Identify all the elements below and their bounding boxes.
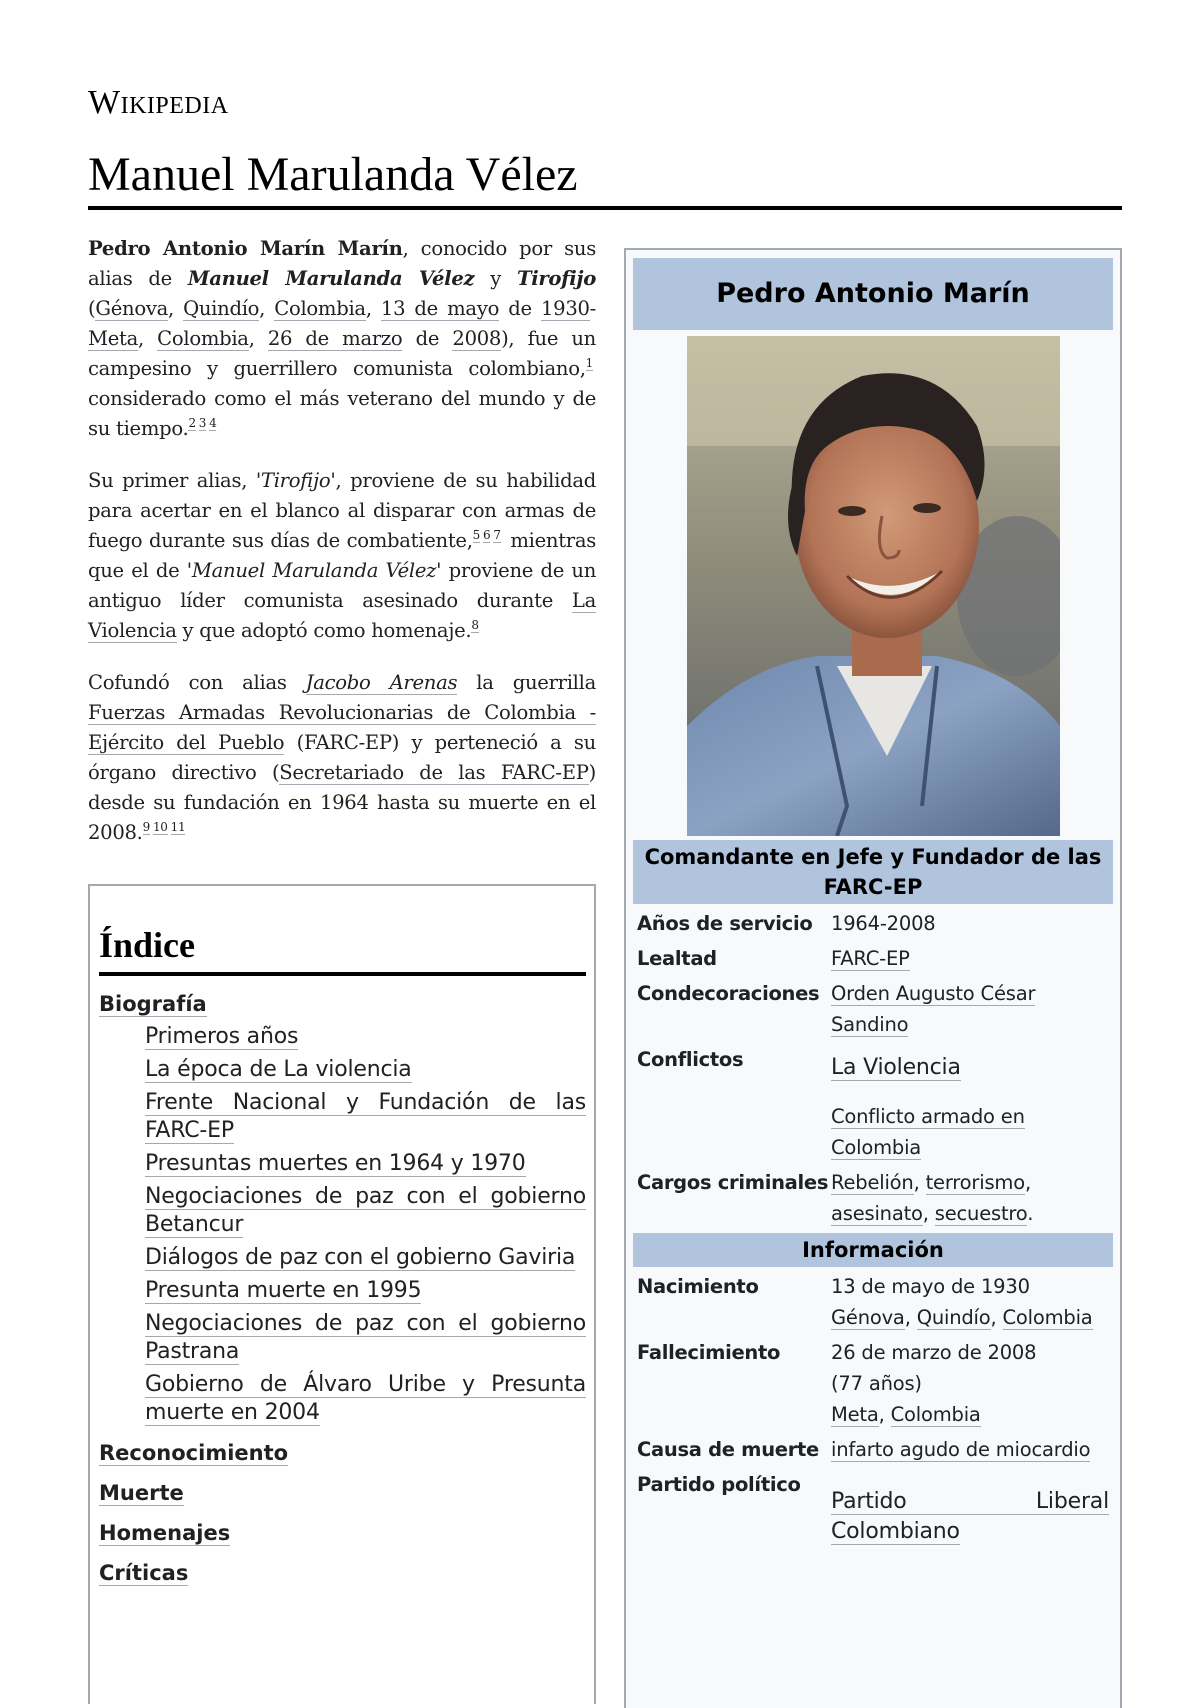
wikipedia-logo[interactable]: Wikipedia (88, 84, 229, 121)
toc-link-gobierno-uribe[interactable]: Gobierno de Álvaro Uribe y Presunta muerte en 2004 (145, 1372, 586, 1425)
reference-5[interactable]: 5 (472, 528, 480, 543)
value-fallecimiento (831, 1337, 1113, 1430)
text: mientras que el de ' (88, 529, 596, 582)
row-condecoraciones (633, 978, 1113, 1040)
toc-link-muerte[interactable]: Muerte (99, 1481, 184, 1505)
row-causa-muerte (633, 1434, 1113, 1465)
toc-item-muerte (99, 1479, 586, 1507)
link-13-mayo[interactable]: 13 de mayo (380, 297, 500, 320)
text: la guerrilla (457, 671, 596, 694)
label-causa-muerte: Causa de muerte (637, 1438, 819, 1461)
link-secretariado[interactable]: Secretariado de las FARC-EP (279, 761, 589, 784)
separator: , (913, 1171, 926, 1194)
reference-8[interactable]: 8 (471, 618, 479, 633)
toc-subitem (145, 1310, 586, 1366)
separator: , (1024, 1171, 1031, 1194)
toc-link-reconocimiento[interactable]: Reconocimiento (99, 1441, 289, 1465)
link-genova-infobox[interactable]: Génova (831, 1306, 905, 1329)
link-terrorismo[interactable]: terrorismo (925, 1171, 1025, 1194)
link-meta-infobox[interactable]: Meta (831, 1403, 879, 1426)
toc-subitem (145, 1056, 586, 1084)
intro-paragraph-3 (88, 668, 596, 848)
link-conflicto-armado[interactable]: Conflicto armado en Colombia (831, 1105, 1025, 1159)
link-partido-liberal[interactable]: Partido Liberal Colombiano (831, 1489, 1109, 1544)
link-la-violencia[interactable]: La Violencia (88, 589, 596, 642)
birth-date: 13 de mayo de 1930 (831, 1275, 1030, 1298)
toc-item-homenajes (99, 1519, 586, 1547)
text: ( (88, 297, 96, 320)
link-rebelion[interactable]: Rebelión (831, 1171, 914, 1194)
value-cargos-criminales (831, 1167, 1113, 1229)
link-1930[interactable]: 1930 (541, 297, 590, 320)
page-title: Manuel Marulanda Vélez (88, 146, 1122, 210)
link-genova[interactable]: Génova (95, 297, 168, 320)
reference-6[interactable]: 6 (482, 528, 491, 543)
label-cargos-criminales: Cargos criminales (637, 1171, 829, 1194)
subject-name: Pedro Antonio Marín Marín (88, 237, 403, 260)
toc-subitem (145, 1244, 586, 1272)
row-nacimiento (633, 1271, 1113, 1333)
link-infarto[interactable]: infarto agudo de miocardio (831, 1438, 1091, 1461)
link-jacobo-arenas[interactable]: Jacobo Arenas (305, 671, 458, 694)
italic-marulanda: Manuel Marulanda Vélez (191, 559, 437, 582)
link-26-marzo[interactable]: 26 de marzo (267, 327, 403, 350)
link-colombia-infobox-2[interactable]: Colombia (890, 1403, 981, 1426)
article-body (88, 234, 596, 870)
text: ) desde su fundación en 1964 hasta su muerte en el 2008. (88, 761, 596, 844)
row-fallecimiento (633, 1337, 1113, 1430)
text: , (167, 297, 184, 320)
separator: , (922, 1202, 935, 1225)
row-lealtad (633, 943, 1113, 974)
text: ', proviene de su habilidad para acertar en el blanco al disparar con armas de fuego durante sus días de combatiente, (88, 469, 596, 552)
text: y que adoptó como homenaje. (176, 619, 472, 642)
italic-tirofijo: Tirofijo (260, 469, 331, 492)
toc-item-criticas (99, 1559, 586, 1587)
label-condecoraciones: Condecoraciones (637, 982, 820, 1005)
infobox-subheader: Comandante en Jefe y Fundador de las FARC-EP (633, 840, 1113, 904)
text: de (402, 327, 453, 350)
reference-10[interactable]: 10 (152, 820, 168, 835)
section-informacion: Información (633, 1233, 1113, 1267)
toc-link-criticas[interactable]: Críticas (99, 1561, 189, 1585)
link-colombia-infobox[interactable]: Colombia (1002, 1306, 1093, 1329)
label-nacimiento: Nacimiento (637, 1275, 759, 1298)
intro-paragraph-1 (88, 234, 596, 444)
text: , (365, 297, 381, 320)
text: , (259, 297, 275, 320)
link-quindio-infobox[interactable]: Quindío (916, 1306, 991, 1329)
portrait-photo[interactable] (687, 336, 1060, 836)
text: (FARC-EP) y perteneció a su órgano directivo ( (88, 731, 596, 784)
text: , conocido por sus alias de (88, 237, 596, 290)
toc-subitem (145, 1277, 586, 1305)
label-conflictos: Conflictos (637, 1048, 744, 1071)
infobox (624, 248, 1122, 1708)
toc-link-presunta-muerte-1995[interactable]: Presunta muerte en 1995 (145, 1278, 422, 1303)
link-quindio[interactable]: Quindío (183, 297, 260, 320)
link-asesinato[interactable]: asesinato (831, 1202, 923, 1225)
toc-link-negociaciones-betancur[interactable]: Negociaciones de paz con el gobierno Betancur (145, 1184, 586, 1237)
text: ), fue un campesino y guerrillero comunista colombiano, (88, 327, 596, 380)
link-farc-ep-infobox[interactable]: FARC-EP (831, 947, 910, 970)
link-orden-sandino[interactable]: Orden Augusto César Sandino (831, 982, 1036, 1036)
separator: , (904, 1306, 917, 1329)
text: de (499, 297, 541, 320)
toc-link-presuntas-muertes[interactable]: Presuntas muertes en 1964 y 1970 (145, 1151, 526, 1176)
separator: , (878, 1403, 891, 1426)
value-causa-muerte (831, 1434, 1113, 1465)
reference-1[interactable]: 1 (585, 356, 593, 371)
toc-list (99, 990, 586, 1587)
text: , (248, 327, 268, 350)
toc-subitem (145, 1371, 586, 1427)
text: Su primer alias, ' (88, 469, 261, 492)
link-meta[interactable]: Meta (88, 327, 139, 350)
toc-link-epoca-violencia[interactable]: La época de La violencia (145, 1057, 412, 1082)
separator: , (990, 1306, 1003, 1329)
text: y (474, 267, 517, 290)
label-lealtad: Lealtad (637, 947, 717, 970)
alias-marulanda: Manuel Marulanda Vélez (187, 267, 475, 290)
text: ' proviene de un antiguo líder comunista asesinado durante (88, 559, 597, 612)
toc-link-frente-nacional[interactable]: Frente Nacional y Fundación de las FARC-EP (145, 1090, 586, 1143)
label-anios-servicio: Años de servicio (637, 912, 813, 935)
infobox-header: Pedro Antonio Marín (633, 258, 1113, 330)
text: Cofundó con alias (88, 671, 306, 694)
link-farc-ep[interactable]: Fuerzas Armadas Revolucionarias de Colombia - Ejército del Pueblo (88, 701, 596, 754)
value-condecoraciones (831, 978, 1113, 1040)
label-fallecimiento: Fallecimiento (637, 1341, 781, 1364)
value-nacimiento (831, 1271, 1113, 1333)
reference-7[interactable]: 7 (493, 528, 501, 543)
value-lealtad (831, 943, 1113, 974)
text: , (138, 327, 158, 350)
value-conflictos (831, 1044, 1113, 1163)
label-partido-politico: Partido político (637, 1473, 801, 1496)
death-age: (77 años) (831, 1372, 922, 1395)
toc-item-reconocimiento (99, 1439, 586, 1467)
reference-11[interactable]: 11 (170, 820, 186, 835)
text: considerado como el más veterano del mundo y de su tiempo. (88, 387, 596, 440)
row-conflictos (633, 1044, 1113, 1163)
text: - (589, 297, 596, 320)
reference-2[interactable]: 2 (188, 416, 196, 431)
death-date: 26 de marzo de 2008 (831, 1341, 1037, 1364)
value-partido-politico (831, 1469, 1113, 1547)
value-anios-servicio: 1964-2008 (831, 912, 936, 935)
toc-subitem (145, 1089, 586, 1145)
period: . (1027, 1202, 1034, 1225)
toc-title: Índice (99, 922, 586, 976)
toc-item-biografia (99, 990, 586, 1427)
toc-link-biografia[interactable]: Biografía (99, 992, 207, 1016)
toc-subitem (145, 1150, 586, 1178)
toc-subitem (145, 1183, 586, 1239)
reference-3[interactable]: 3 (198, 416, 207, 431)
link-la-violencia-infobox[interactable]: La Violencia (831, 1055, 961, 1080)
toc-link-primeros-anos[interactable]: Primeros años (145, 1024, 299, 1049)
toc-link-negociaciones-pastrana[interactable]: Negociaciones de paz con el gobierno Pastrana (145, 1311, 586, 1364)
link-colombia[interactable]: Colombia (274, 297, 366, 320)
row-cargos-criminales (633, 1167, 1113, 1229)
link-secuestro[interactable]: secuestro (934, 1202, 1028, 1225)
reference-9[interactable]: 9 (142, 820, 150, 835)
toc-link-homenajes[interactable]: Homenajes (99, 1521, 231, 1545)
link-2008[interactable]: 2008 (452, 327, 502, 350)
table-of-contents (88, 884, 596, 1704)
row-anios-servicio (633, 908, 1113, 939)
toc-subitem (145, 1023, 586, 1051)
alias-tirofijo: Tirofijo (516, 267, 596, 290)
toc-link-dialogos-gaviria[interactable]: Diálogos de paz con el gobierno Gaviria (145, 1245, 576, 1270)
toc-sublist (99, 1023, 586, 1427)
intro-paragraph-2 (88, 466, 596, 646)
row-partido-politico (633, 1469, 1113, 1547)
reference-4[interactable]: 4 (209, 416, 217, 431)
link-colombia-2[interactable]: Colombia (157, 327, 249, 350)
